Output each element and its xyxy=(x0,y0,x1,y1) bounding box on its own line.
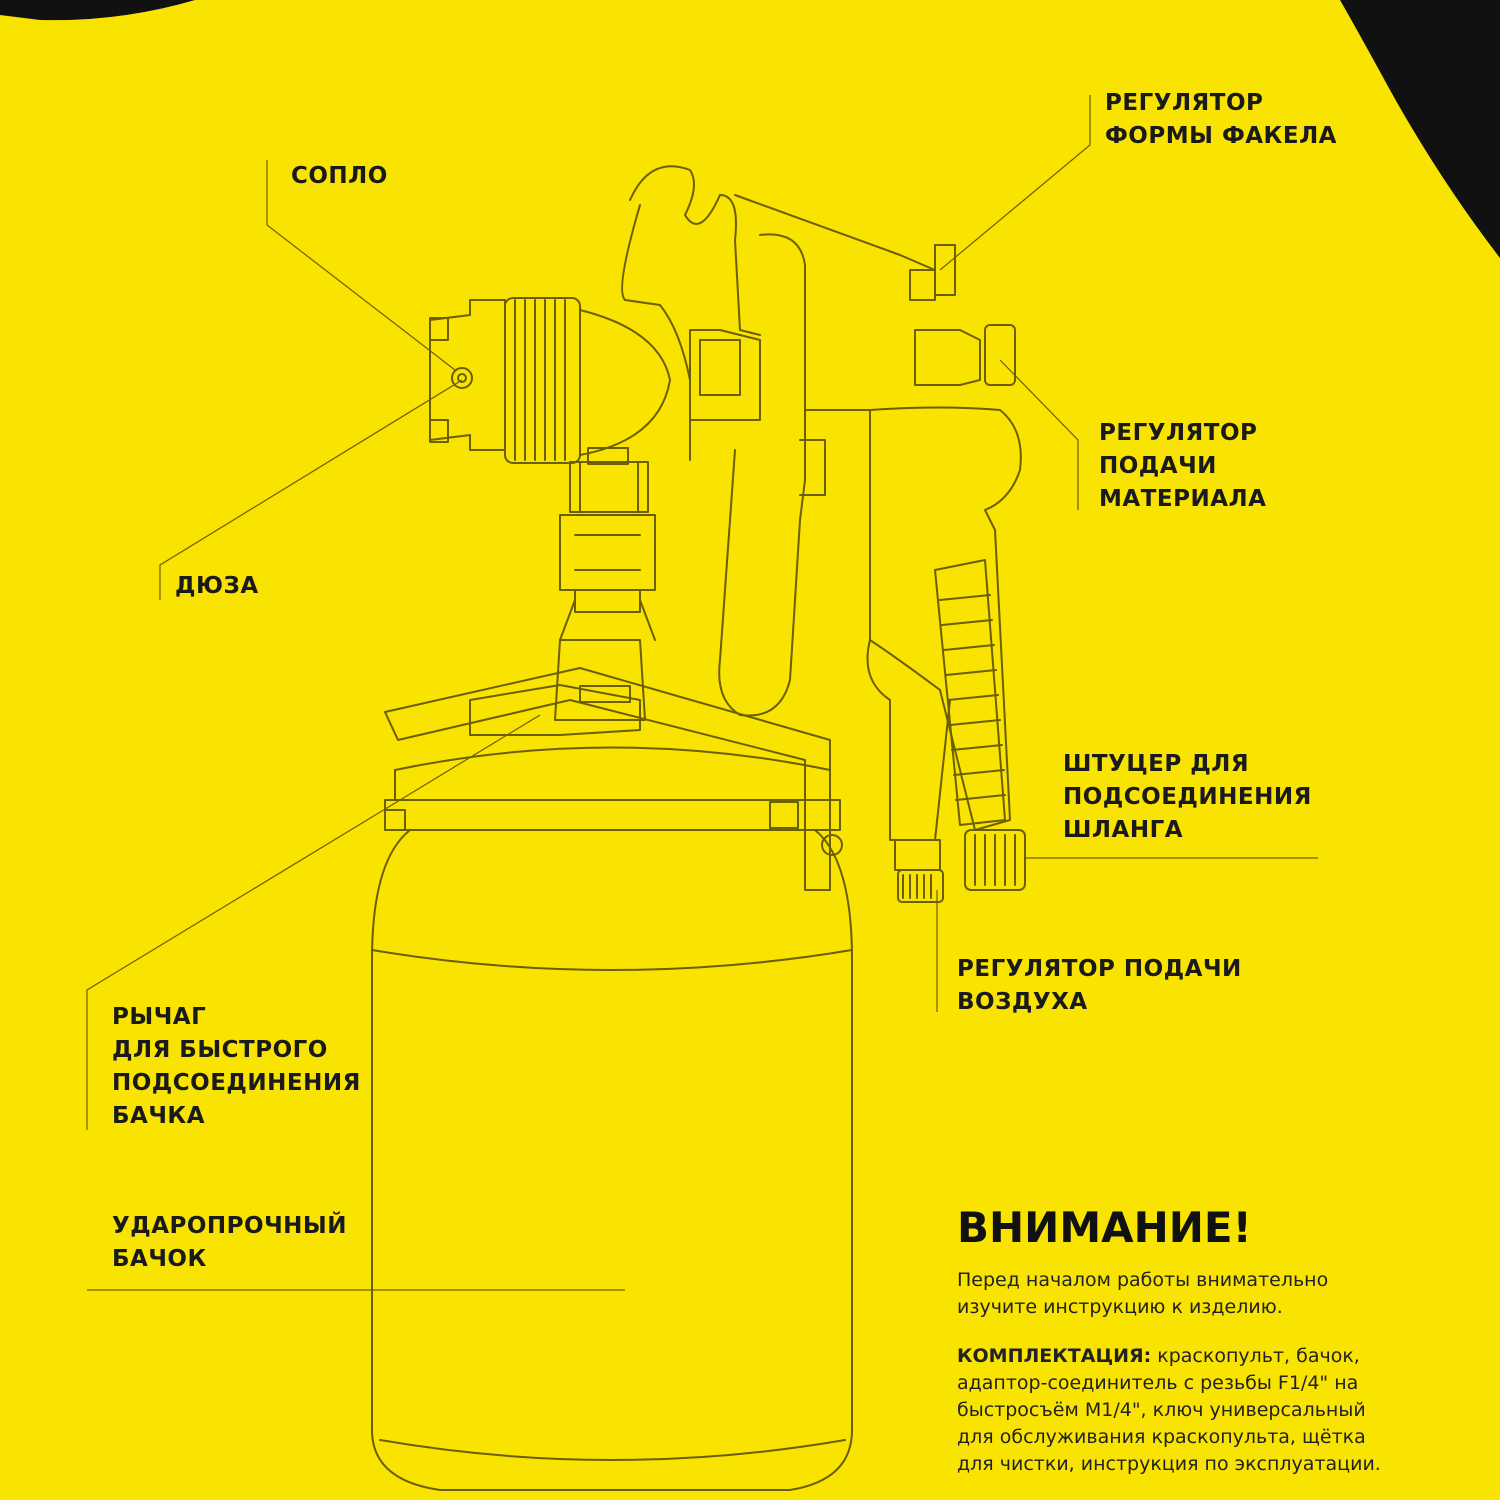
label-air-regulator: РЕГУЛЯТОР ПОДАЧИ ВОЗДУХА xyxy=(957,956,1242,1015)
label-tank: УДАРОПРОЧНЫЙ БАЧОК xyxy=(112,1213,348,1272)
air-cap-outline xyxy=(430,298,670,463)
grip-ribs-outline xyxy=(935,560,1005,825)
lever-outline xyxy=(385,590,842,890)
tank-outline xyxy=(372,748,852,1491)
label-fan-regulator: РЕГУЛЯТОР ФОРМЫ ФАКЕЛА xyxy=(1105,90,1337,149)
label-hose-fitting: ШТУЦЕР ДЛЯ ПОДСОЕДИНЕНИЯ ШЛАНГА xyxy=(1063,751,1312,843)
kit-title: КОМПЛЕКТАЦИЯ: xyxy=(957,1345,1152,1367)
label-lever: РЫЧАГ ДЛЯ БЫСТРОГО ПОДСОЕДИНЕНИЯ БАЧКА xyxy=(112,1004,361,1129)
warning-text: Перед началом работы внимательно изучите инструкцию к изделию. xyxy=(957,1269,1329,1318)
kit-paragraph xyxy=(957,1343,1477,1478)
warning-title: ВНИМАНИЕ! xyxy=(957,1203,1252,1252)
label-nozzle: ДЮЗА xyxy=(175,573,259,599)
top-left-black-shape xyxy=(0,0,195,20)
gun-body-outline xyxy=(622,166,1021,840)
leader-nozzle xyxy=(160,380,462,600)
top-right-black-shape xyxy=(1340,0,1500,258)
kit-text: краскопульт, бачок, адаптор-соединитель с резьбы F1/4" на быстросъём M1/4", ключ универсальный для обслуживания краскопульта, щётка для чистки, инструкция по эксплуатации. xyxy=(957,1345,1381,1475)
label-material-regulator: РЕГУЛЯТОР ПОДАЧИ МАТЕРИАЛА xyxy=(1099,420,1267,512)
tube-outline xyxy=(560,448,655,590)
label-nozzle-cap: СОПЛО xyxy=(291,163,388,189)
bottom-fittings-outline xyxy=(895,830,1025,902)
leader-fan-regulator xyxy=(940,95,1090,270)
